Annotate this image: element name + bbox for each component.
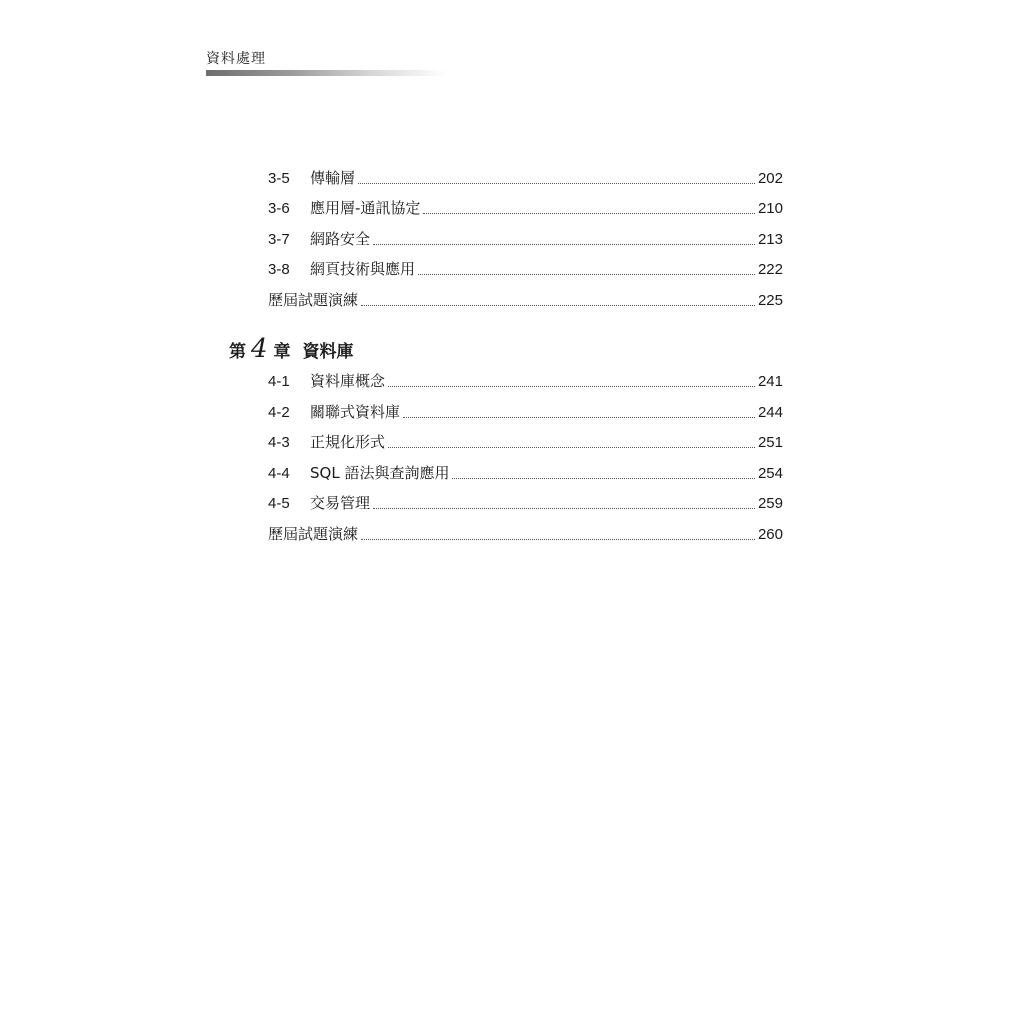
toc-entry-page: 241	[757, 373, 783, 390]
toc-entry-3-5[interactable]	[268, 167, 783, 189]
toc-entry-number: 4-3	[268, 434, 290, 451]
header-gradient-bar	[206, 70, 446, 76]
toc-entry-4-5[interactable]	[268, 492, 783, 514]
dot-leader	[388, 447, 755, 448]
dot-leader	[373, 244, 755, 245]
toc-entry-page: 210	[757, 200, 783, 217]
toc-entry-number: 3-8	[268, 261, 290, 278]
dot-leader	[373, 508, 755, 509]
dot-leader	[452, 478, 755, 479]
toc-entry-page: 251	[757, 434, 783, 451]
chapter-heading[interactable]	[229, 334, 354, 362]
toc-entry-number: 3-5	[268, 170, 290, 187]
toc-entry-number: 4-4	[268, 465, 290, 482]
running-header	[206, 50, 446, 76]
toc-entry-title: 關聯式資料庫	[310, 403, 401, 421]
dot-leader	[388, 386, 755, 387]
toc-entry-page: 225	[757, 292, 783, 309]
chapter-prefix: 第	[229, 342, 246, 362]
toc-entry-4-2[interactable]	[268, 401, 783, 423]
running-header-title: 資料處理	[206, 51, 266, 67]
toc-entry-title: 網頁技術與應用	[310, 260, 416, 278]
toc-entry-title: 歷屆試題演練	[268, 291, 359, 309]
toc-entry-page: 259	[757, 495, 783, 512]
toc-entry-page: 254	[757, 465, 783, 482]
toc-entry-title: 交易管理	[310, 494, 371, 512]
toc-entry-number: 4-2	[268, 404, 290, 421]
dot-leader	[361, 305, 755, 306]
toc-entry-number: 3-7	[268, 231, 290, 248]
toc-entry-page: 260	[757, 526, 783, 543]
toc-entry-4-1[interactable]	[268, 370, 783, 392]
toc-entry-title: 歷屆試題演練	[268, 525, 359, 543]
toc-entry-exercises-ch3[interactable]	[268, 289, 783, 311]
toc-entry-3-7[interactable]	[268, 228, 783, 250]
dot-leader	[423, 213, 755, 214]
chapter-suffix: 章	[273, 342, 291, 362]
toc-entry-title: 網路安全	[310, 230, 371, 248]
toc-entry-3-6[interactable]	[268, 197, 783, 219]
toc-entry-page: 222	[757, 261, 783, 278]
toc-entry-4-3[interactable]	[268, 431, 783, 453]
toc-entry-page: 244	[757, 404, 783, 421]
dot-leader	[418, 274, 755, 275]
toc-entry-title: SQL 語法與查詢應用	[310, 464, 450, 482]
toc-entry-3-8[interactable]	[268, 258, 783, 280]
toc-entry-title: 應用層-通訊協定	[310, 199, 421, 217]
toc-entry-number: 4-5	[268, 495, 290, 512]
toc-entry-exercises-ch4[interactable]	[268, 523, 783, 545]
chapter-number: 4	[251, 334, 268, 364]
toc-entry-title: 資料庫概念	[310, 372, 386, 390]
dot-leader	[358, 183, 755, 184]
toc-entry-number: 4-1	[268, 373, 290, 390]
toc-entry-title: 傳輸層	[310, 169, 356, 187]
dot-leader	[361, 539, 755, 540]
toc-entry-number: 3-6	[268, 200, 290, 217]
chapter-title: 資料庫	[302, 342, 354, 362]
toc-entry-title: 正規化形式	[310, 433, 386, 451]
dot-leader	[403, 417, 755, 418]
toc-entry-4-4[interactable]	[268, 462, 783, 484]
toc-entry-page: 202	[757, 170, 783, 187]
toc-entry-page: 213	[757, 231, 783, 248]
